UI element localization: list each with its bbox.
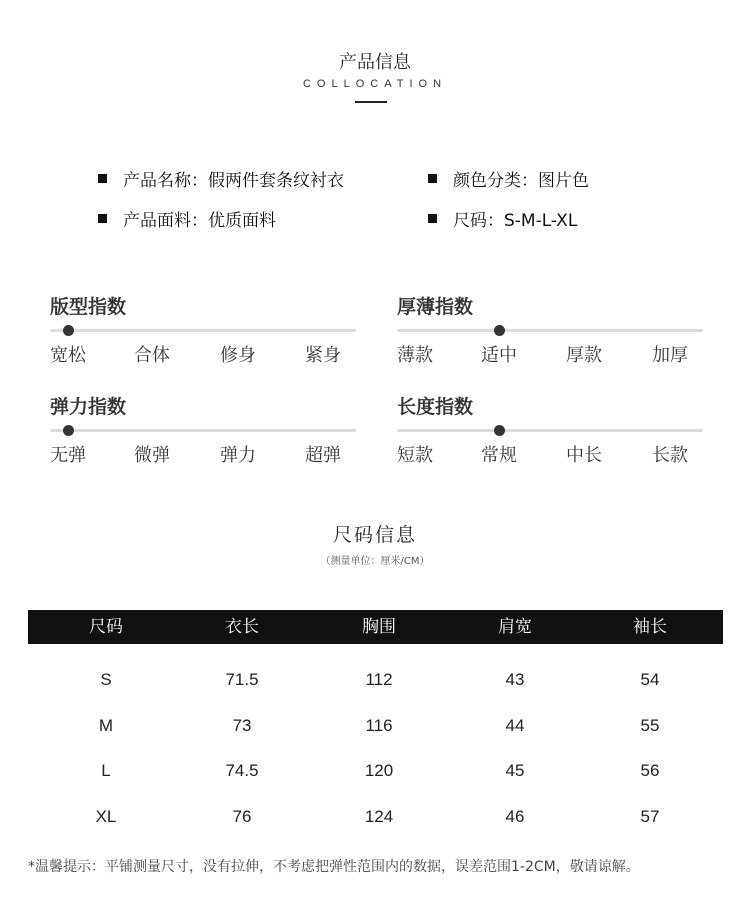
title-underline bbox=[355, 101, 387, 103]
scale-option: 长款 bbox=[652, 445, 688, 466]
scale-indicator-thickness bbox=[494, 325, 505, 336]
table-cell: 116 bbox=[365, 716, 393, 735]
scale-option: 中长 bbox=[566, 445, 602, 466]
table-row bbox=[28, 761, 723, 783]
scale-indicator-fit bbox=[63, 325, 74, 336]
scale-indicator-elasticity bbox=[63, 425, 74, 436]
scale-option: 紧身 bbox=[305, 345, 341, 366]
table-cell: 45 bbox=[505, 761, 525, 780]
info-text: 尺码：S-M-L-XL bbox=[453, 211, 578, 231]
table-row bbox=[28, 670, 723, 692]
table-cell: 112 bbox=[365, 670, 393, 689]
table-cell: XL bbox=[95, 807, 117, 826]
info-item-color bbox=[428, 166, 589, 191]
scale-title-length: 长度指数 bbox=[397, 396, 474, 418]
table-cell: 57 bbox=[640, 807, 660, 826]
square-bullet-icon bbox=[428, 174, 437, 183]
scale-title-fit: 版型指数 bbox=[50, 296, 127, 318]
info-text: 产品名称：假两件套条纹衬衣 bbox=[123, 171, 344, 191]
scale-option: 薄款 bbox=[397, 345, 433, 366]
table-cell: 43 bbox=[505, 670, 525, 689]
table-cell: S bbox=[100, 670, 112, 689]
scale-option: 宽松 bbox=[50, 345, 86, 366]
info-item-size bbox=[428, 206, 577, 231]
table-cell: 46 bbox=[505, 807, 525, 826]
square-bullet-icon bbox=[98, 174, 107, 183]
column-header: 袖长 bbox=[633, 617, 667, 637]
table-cell: 71.5 bbox=[225, 670, 259, 689]
scale-option: 常规 bbox=[481, 445, 517, 466]
square-bullet-icon bbox=[98, 214, 107, 223]
section-subtitle: COLLOCATION bbox=[302, 78, 448, 90]
info-text: 产品面料：优质面料 bbox=[123, 211, 276, 231]
column-header: 胸围 bbox=[362, 617, 396, 637]
scale-option: 微弹 bbox=[134, 445, 170, 466]
table-cell: 120 bbox=[364, 761, 394, 780]
table-cell: 124 bbox=[364, 807, 394, 826]
section-title-product-info: 产品信息 bbox=[339, 52, 411, 73]
table-cell: 73 bbox=[232, 716, 252, 735]
table-cell: 74.5 bbox=[225, 761, 259, 780]
scale-indicator-length bbox=[494, 425, 505, 436]
info-item-fabric bbox=[98, 206, 276, 231]
info-item-product-name bbox=[98, 166, 344, 191]
size-table-header bbox=[28, 610, 723, 644]
footnote-measurement-tip: *温馨提示：平铺测量尺寸，没有拉伸，不考虑把弹性范围内的数据，误差范围1-2CM，敬请谅解。 bbox=[28, 859, 640, 875]
info-text: 颜色分类：图片色 bbox=[453, 171, 589, 191]
table-cell: 76 bbox=[232, 807, 252, 826]
table-cell: 56 bbox=[640, 761, 660, 780]
table-cell: 54 bbox=[640, 670, 660, 689]
section-title-size-info: 尺码信息 bbox=[332, 524, 417, 546]
scale-track-elasticity bbox=[50, 429, 356, 432]
scale-option: 无弹 bbox=[50, 445, 86, 466]
unit-note: （测量单位：厘米/CM） bbox=[320, 556, 430, 567]
table-cell: 55 bbox=[640, 716, 660, 735]
scale-option: 短款 bbox=[397, 445, 433, 466]
scale-track-length bbox=[397, 429, 703, 432]
column-header: 尺码 bbox=[89, 617, 123, 637]
scale-option: 加厚 bbox=[652, 345, 688, 366]
scale-option: 超弹 bbox=[305, 445, 341, 466]
table-cell: 44 bbox=[505, 716, 525, 735]
scale-option: 适中 bbox=[481, 345, 517, 366]
table-cell: L bbox=[101, 761, 111, 780]
column-header: 衣长 bbox=[225, 617, 259, 637]
table-cell: M bbox=[98, 716, 114, 735]
scale-option: 合体 bbox=[134, 345, 170, 366]
table-row bbox=[28, 716, 723, 738]
square-bullet-icon bbox=[428, 214, 437, 223]
scale-option: 弹力 bbox=[220, 445, 256, 466]
table-row bbox=[28, 807, 723, 829]
scale-option: 厚款 bbox=[566, 345, 602, 366]
scale-track-fit bbox=[50, 329, 356, 332]
column-header: 肩宽 bbox=[498, 617, 532, 637]
scale-title-thickness: 厚薄指数 bbox=[397, 296, 474, 318]
scale-option: 修身 bbox=[220, 345, 256, 366]
scale-track-thickness bbox=[397, 329, 703, 332]
scale-title-elasticity: 弹力指数 bbox=[50, 396, 127, 418]
